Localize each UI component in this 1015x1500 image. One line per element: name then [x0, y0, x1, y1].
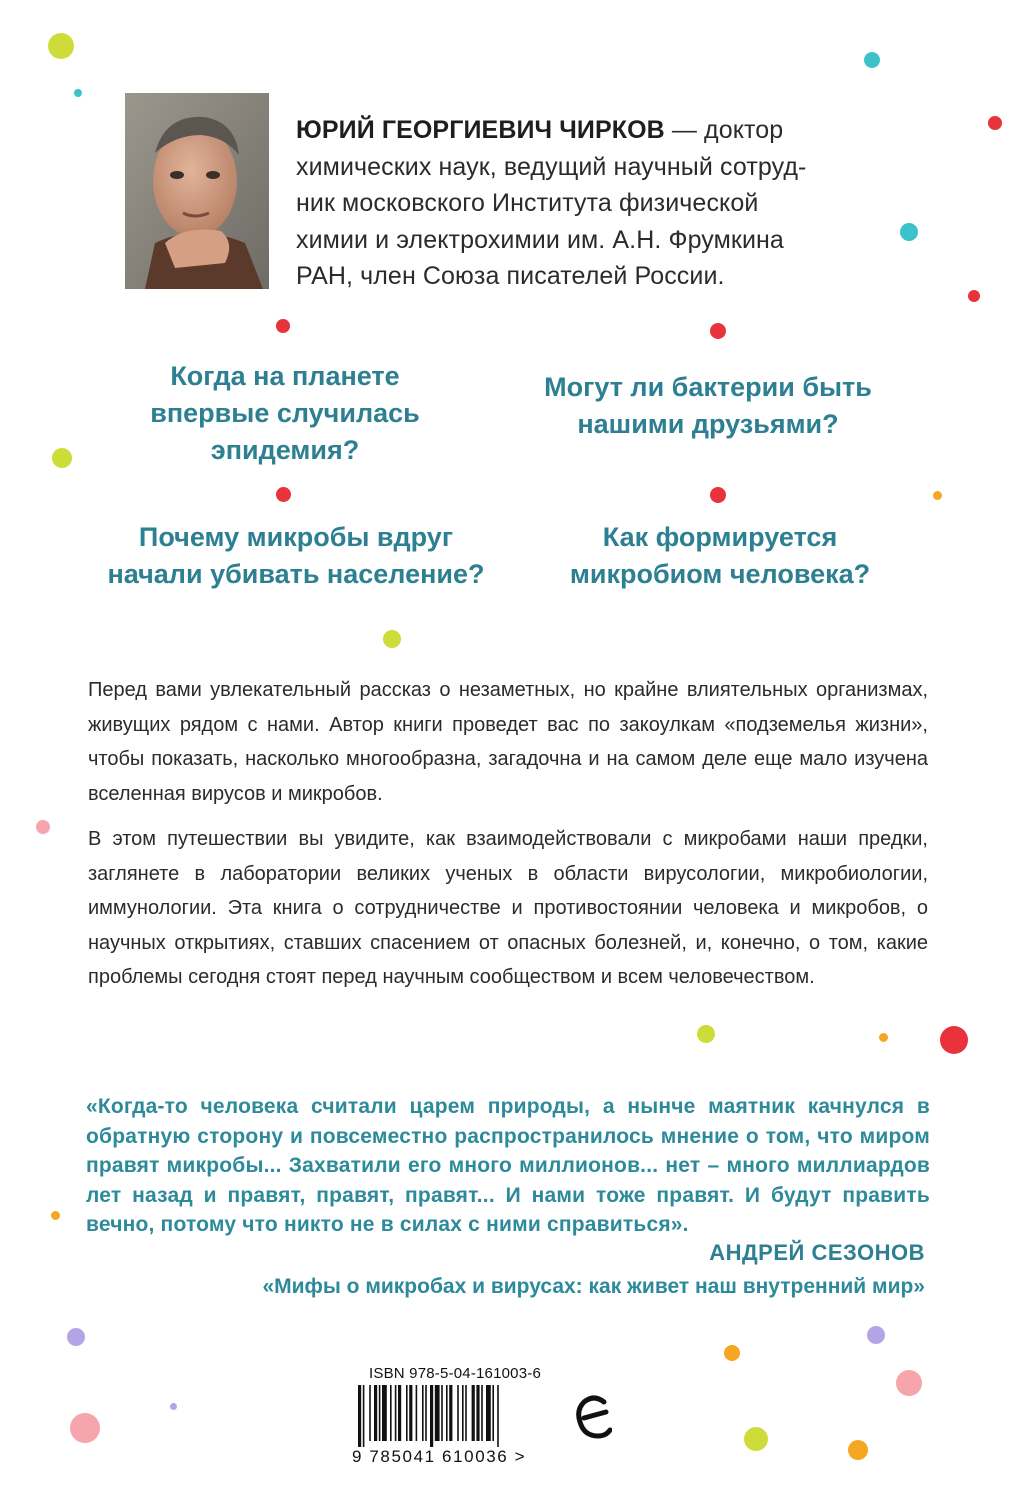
barcode-bar — [379, 1385, 381, 1441]
confetti-dot — [848, 1440, 868, 1460]
barcode-bar — [358, 1385, 361, 1447]
barcode-bar — [395, 1385, 397, 1441]
description-paragraph-1: Перед вами увлекательный рассказ о незаметных, но крайне влиятельных организмах, живущих рядом с нами. Автор книги проведет вас по закоулкам «подземелья жизни», чтобы показать, насколько многообразна, загадочна и на самом деле еще мало изучена вселенная вирусов и микробов. — [88, 679, 928, 805]
confetti-dot — [383, 630, 401, 648]
barcode-bar — [486, 1385, 491, 1441]
confetti-dot — [867, 1326, 885, 1344]
confetti-dot — [710, 323, 726, 339]
question-2: Могут ли бактерии быть нашими друзьями? — [544, 372, 872, 439]
barcode-bar — [416, 1385, 418, 1441]
eksmo-logo-icon — [576, 1392, 612, 1442]
quote-text: «Когда-то человека считали царем природы, а нынче маятник качнулся в обратную сторону и повсеместно распространилось мнение о том, что миром правят микробы... Захватили его много миллионов... нет – много миллиардов лет назад и правят, правят, правят... И нами тоже правят. И будут править вечно, потому что никто не в силах с ними справиться». — [86, 1095, 930, 1236]
confetti-dot — [697, 1025, 715, 1043]
confetti-dot — [933, 491, 942, 500]
bio-line: химических наук, ведущий научный сотруд- — [296, 152, 807, 181]
barcode-bar — [457, 1385, 459, 1441]
confetti-dot — [52, 448, 72, 468]
confetti-dot — [51, 1211, 60, 1220]
barcode-bar — [430, 1385, 433, 1447]
barcode-bar — [449, 1385, 452, 1441]
bio-line: РАН, член Союза писателей России. — [296, 262, 725, 290]
confetti-dot — [724, 1345, 740, 1361]
confetti-dot — [879, 1033, 888, 1042]
barcode-bar — [369, 1385, 371, 1441]
barcode-digits: 9 785041 610036 > — [352, 1447, 527, 1466]
barcode-bar — [481, 1385, 483, 1441]
barcode — [352, 1385, 552, 1447]
confetti-dot — [968, 290, 980, 302]
barcode-bar — [382, 1385, 387, 1441]
author-bio — [296, 112, 936, 295]
confetti-dot — [276, 319, 290, 333]
confetti-dot — [48, 33, 74, 59]
author-name: ЮРИЙ ГЕОРГИЕВИЧ ЧИРКОВ — [296, 116, 665, 144]
bio-line: химии и электрохимии им. А.Н. Фрумкина — [296, 225, 784, 254]
confetti-dot — [70, 1413, 100, 1443]
barcode-bar — [398, 1385, 401, 1441]
barcode-bar — [441, 1385, 443, 1441]
barcode-bar — [374, 1385, 377, 1441]
confetti-dot — [276, 487, 291, 502]
barcode-bar — [422, 1385, 424, 1441]
bio-line: ник московского Института физической — [296, 189, 759, 217]
confetti-dot — [864, 52, 880, 68]
confetti-dot — [940, 1026, 968, 1054]
confetti-dot — [170, 1403, 177, 1410]
confetti-dot — [74, 89, 82, 97]
author-photo — [125, 93, 269, 289]
barcode-bar — [425, 1385, 427, 1441]
barcode-bar — [462, 1385, 464, 1441]
barcode-bar — [390, 1385, 392, 1441]
confetti-dot — [988, 116, 1002, 130]
quote-author: АНДРЕЙ СЕЗОНОВ — [709, 1240, 925, 1265]
confetti-dot — [67, 1328, 85, 1346]
quote-source: «Мифы о микробах и вирусах: как живет наш внутренний мир» — [262, 1275, 925, 1298]
bio-line: ЮРИЙ ГЕОРГИЕВИЧ ЧИРКОВ — доктор — [296, 116, 784, 144]
barcode-bar — [446, 1385, 448, 1441]
question-4: Как формируется микробиом человека? — [569, 522, 871, 589]
barcode-bar — [472, 1385, 475, 1441]
author-portrait — [125, 93, 269, 289]
barcode-bar — [492, 1385, 494, 1441]
barcode-bar — [497, 1385, 499, 1447]
barcode-bar — [435, 1385, 440, 1441]
description-paragraph-2: В этом путешествии вы увидите, как взаимодействовали с микробами наши предки, заглянете в лаборатории великих ученых в области вирусологии, микробиологии, иммунологии. Эта книга о сотрудничестве и противостоянии человека и микробов, о научных открытиях, ставших спасением от опасных болезней, и, конечно, о том, какие проблемы сегодня стоят перед научным сообществом и всем человечеством. — [88, 828, 928, 988]
confetti-dot — [896, 1370, 922, 1396]
confetti-dot — [36, 820, 50, 834]
question-1: Когда на планете впервые случилась эпидемия? — [150, 361, 420, 465]
barcode-bar — [476, 1385, 479, 1441]
barcode-bar — [409, 1385, 412, 1441]
question-3: Почему микробы вдруг начали убивать население? — [107, 522, 485, 589]
confetti-dot — [710, 487, 726, 503]
confetti-dot — [744, 1427, 768, 1451]
barcode-bar — [363, 1385, 365, 1447]
barcode-bar — [465, 1385, 467, 1441]
isbn-label: ISBN 978-5-04-161003-6 — [369, 1365, 542, 1382]
barcode-bar — [406, 1385, 408, 1441]
